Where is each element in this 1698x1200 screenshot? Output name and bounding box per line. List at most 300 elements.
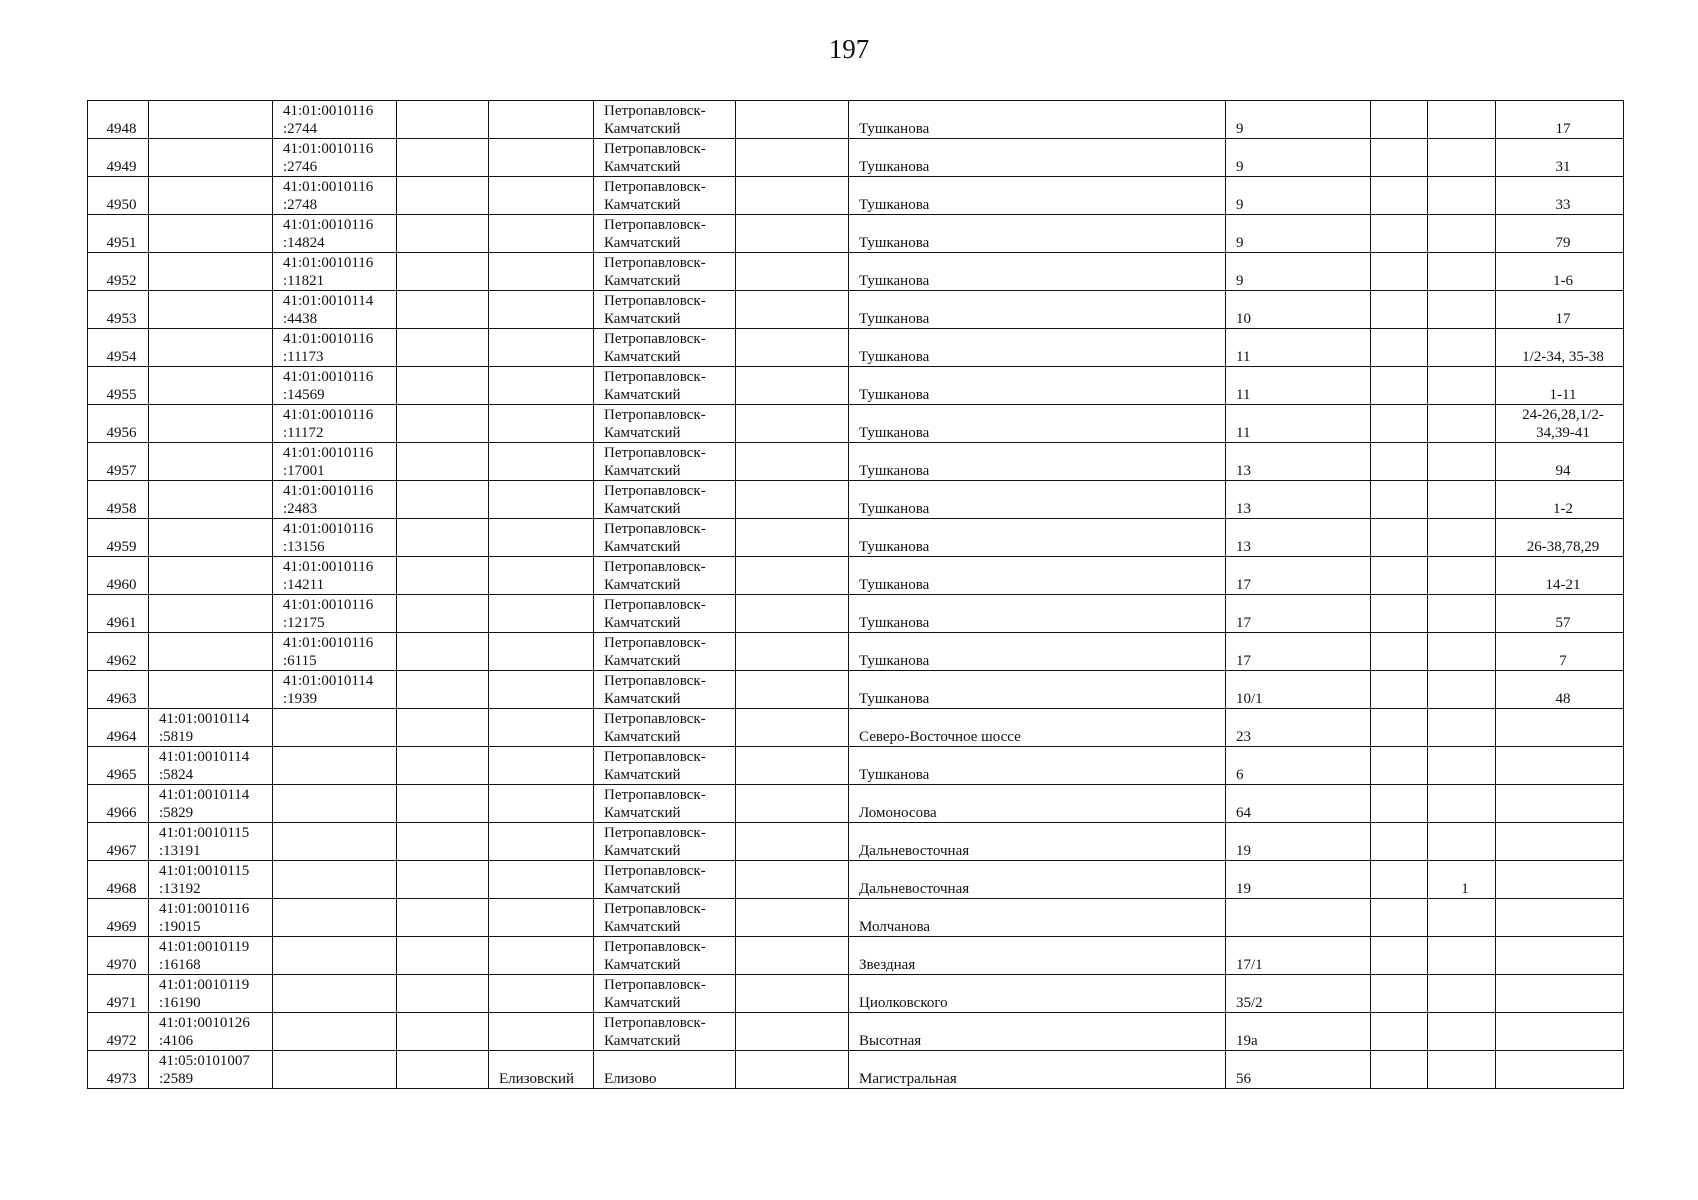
city-cell-line: Петропавловск- [604,331,706,347]
room-cell [1428,937,1496,975]
house-cell: 9 [1226,101,1371,139]
room-cell [1428,633,1496,671]
empty-cell [1371,1013,1428,1051]
apartment-cell [1496,671,1624,709]
empty-cell [397,139,489,177]
empty-cell [397,671,489,709]
empty-cell [397,861,489,899]
empty-cell [397,253,489,291]
cadastral-number-cell-line: 41:01:0010115 [159,825,250,841]
cadastral-number-2-cell-line: :17001 [283,463,325,479]
district-cell [489,709,594,747]
district-cell [489,367,594,405]
row-number-cell: 4963 [88,671,149,709]
cadastral-number-2-cell-line: 41:01:0010116 [283,445,374,461]
empty-cell [1371,747,1428,785]
house-cell: 17 [1226,595,1371,633]
city-cell-line: Камчатский [604,501,681,517]
cadastral-number-cell [149,975,273,1013]
empty-cell [736,975,849,1013]
city-cell [594,139,736,177]
district-cell [489,1013,594,1051]
room-cell [1428,823,1496,861]
district-cell [489,937,594,975]
cadastral-number-cell-line: :4106 [159,1033,194,1049]
cadastral-number-cell [149,367,273,405]
city-cell-line: Камчатский [604,387,681,403]
house-cell: 19 [1226,823,1371,861]
cadastral-number-2-cell [273,595,397,633]
empty-cell [1371,443,1428,481]
district-cell [489,253,594,291]
cadastral-number-cell [149,215,273,253]
city-cell-line: Камчатский [604,881,681,897]
cadastral-number-2-cell-line: :14569 [283,387,325,403]
empty-cell [736,101,849,139]
house-cell: 6 [1226,747,1371,785]
city-cell [594,899,736,937]
apartment-cell [1496,481,1624,519]
empty-cell [397,937,489,975]
empty-cell [1371,823,1428,861]
empty-cell [1371,215,1428,253]
empty-cell [1371,405,1428,443]
row-number-cell: 4968 [88,861,149,899]
cadastral-number-2-cell [273,291,397,329]
district-cell [489,861,594,899]
room-cell [1428,139,1496,177]
district-cell [489,443,594,481]
cadastral-number-2-cell-line: :2746 [283,159,318,175]
row-number-cell: 4949 [88,139,149,177]
empty-cell [397,443,489,481]
city-cell [594,101,736,139]
row-number-cell: 4956 [88,405,149,443]
empty-cell [1371,101,1428,139]
table-row [88,937,1624,975]
cadastral-number-cell-line: :5829 [159,805,194,821]
table-row [88,861,1624,899]
city-cell-line: Елизово [604,1071,657,1087]
apartment-cell [1496,975,1624,1013]
empty-cell [736,139,849,177]
district-cell [489,671,594,709]
room-cell [1428,215,1496,253]
apartment-cell [1496,101,1624,139]
empty-cell [736,481,849,519]
cadastral-number-cell [149,595,273,633]
cadastral-number-cell-line: 41:01:0010116 [159,901,250,917]
city-cell-line: Петропавловск- [604,825,706,841]
city-cell-line: Камчатский [604,311,681,327]
table-row [88,329,1624,367]
apartment-cell-line: 1-6 [1553,273,1573,289]
cadastral-number-2-cell [273,709,397,747]
room-cell [1428,709,1496,747]
table-row [88,899,1624,937]
empty-cell [397,709,489,747]
empty-cell [736,291,849,329]
empty-cell [1371,177,1428,215]
cadastral-number-cell [149,329,273,367]
row-number-cell: 4958 [88,481,149,519]
cadastral-number-2-cell [273,785,397,823]
apartment-cell [1496,595,1624,633]
cadastral-number-2-cell [273,975,397,1013]
page-number: 197 [828,34,870,64]
row-number-cell: 4960 [88,557,149,595]
city-cell [594,481,736,519]
table-row [88,101,1624,139]
cadastral-number-2-cell-line: :14211 [283,577,325,593]
district-cell [489,557,594,595]
room-cell [1428,557,1496,595]
city-cell [594,975,736,1013]
cadastral-number-cell [149,1051,273,1089]
house-cell: 17 [1226,633,1371,671]
cadastral-number-cell-line: 41:05:0101007 [159,1053,250,1069]
street-cell: Дальневосточная [849,861,1226,899]
cadastral-number-cell-line: :5824 [159,767,194,783]
apartment-cell [1496,1051,1624,1089]
city-cell-line: Камчатский [604,577,681,593]
empty-cell [1371,557,1428,595]
city-cell-line: Камчатский [604,349,681,365]
cadastral-number-2-cell-line: :4438 [283,311,318,327]
empty-cell [736,215,849,253]
row-number-cell: 4951 [88,215,149,253]
district-cell [489,595,594,633]
city-cell-line: Камчатский [604,653,681,669]
city-cell [594,785,736,823]
city-cell-line: Камчатский [604,197,681,213]
city-cell [594,823,736,861]
room-cell [1428,177,1496,215]
house-cell: 11 [1226,405,1371,443]
empty-cell [736,633,849,671]
cadastral-number-2-cell [273,823,397,861]
empty-cell [736,557,849,595]
cadastral-number-2-cell-line: 41:01:0010116 [283,141,374,157]
apartment-cell [1496,633,1624,671]
apartment-cell-line: 17 [1555,121,1571,137]
empty-cell [736,747,849,785]
cadastral-number-2-cell [273,557,397,595]
apartment-cell-line: 24-26,28,1/2- [1522,407,1604,423]
empty-cell [397,1051,489,1089]
city-cell-line: Петропавловск- [604,977,706,993]
row-number-cell: 4965 [88,747,149,785]
room-cell [1428,291,1496,329]
cadastral-number-cell [149,937,273,975]
empty-cell [736,177,849,215]
cadastral-number-cell [149,443,273,481]
city-cell-line: Камчатский [604,843,681,859]
district-cell [489,519,594,557]
cadastral-number-cell [149,823,273,861]
city-cell [594,633,736,671]
cadastral-number-2-cell-line: 41:01:0010116 [283,179,374,195]
cadastral-number-cell [149,899,273,937]
city-cell-line: Камчатский [604,425,681,441]
cadastral-number-2-cell [273,671,397,709]
apartment-cell-line: 31 [1555,159,1571,175]
city-cell-line: Петропавловск- [604,711,706,727]
empty-cell [1371,975,1428,1013]
city-cell [594,291,736,329]
empty-cell [1371,595,1428,633]
apartment-cell-line: 1/2-34, 35-38 [1522,349,1604,365]
cadastral-number-cell [149,671,273,709]
cadastral-number-cell-line: 41:01:0010114 [159,749,250,765]
table-row [88,785,1624,823]
cadastral-number-2-cell [273,481,397,519]
empty-cell [736,899,849,937]
street-cell: Тушканова [849,215,1226,253]
city-cell [594,671,736,709]
cadastral-number-2-cell [273,899,397,937]
cadastral-number-cell [149,177,273,215]
row-number-cell: 4957 [88,443,149,481]
empty-cell [1371,367,1428,405]
cadastral-number-2-cell [273,519,397,557]
row-number-cell: 4962 [88,633,149,671]
empty-cell [397,633,489,671]
cadastral-number-cell [149,633,273,671]
table-row [88,367,1624,405]
row-number-cell: 4950 [88,177,149,215]
empty-cell [1371,671,1428,709]
city-cell-line: Камчатский [604,615,681,631]
house-cell: 10 [1226,291,1371,329]
apartment-cell [1496,367,1624,405]
city-cell-line: Камчатский [604,159,681,175]
cadastral-number-2-cell [273,329,397,367]
table-row [88,975,1624,1013]
empty-cell [1371,481,1428,519]
city-cell-line: Петропавловск- [604,559,706,575]
empty-cell [397,329,489,367]
city-cell-line: Камчатский [604,691,681,707]
district-cell [489,177,594,215]
street-cell: Тушканова [849,633,1226,671]
row-number-cell: 4952 [88,253,149,291]
street-cell: Высотная [849,1013,1226,1051]
empty-cell [397,747,489,785]
empty-cell [1371,253,1428,291]
city-cell-line: Петропавловск- [604,103,706,119]
city-cell-line: Петропавловск- [604,141,706,157]
empty-cell [397,785,489,823]
empty-cell [736,671,849,709]
table-row [88,557,1624,595]
cadastral-number-cell [149,519,273,557]
house-cell: 13 [1226,481,1371,519]
apartment-cell [1496,405,1624,443]
room-cell [1428,747,1496,785]
cadastral-number-cell [149,1013,273,1051]
district-cell [489,823,594,861]
cadastral-number-2-cell-line: :11172 [283,425,324,441]
house-cell: 9 [1226,139,1371,177]
cadastral-number-2-cell [273,1013,397,1051]
empty-cell [736,823,849,861]
cadastral-number-cell-line: 41:01:0010126 [159,1015,250,1031]
city-cell [594,709,736,747]
district-cell [489,101,594,139]
row-number-cell: 4961 [88,595,149,633]
cadastral-number-cell [149,861,273,899]
table-row [88,139,1624,177]
city-cell [594,177,736,215]
city-cell [594,519,736,557]
district-cell [489,633,594,671]
apartment-cell-line: 79 [1555,235,1571,251]
room-cell [1428,329,1496,367]
empty-cell [736,937,849,975]
apartment-cell-line: 7 [1559,653,1567,669]
house-cell: 11 [1226,329,1371,367]
house-cell: 64 [1226,785,1371,823]
cadastral-number-cell-line: 41:01:0010119 [159,939,250,955]
city-cell-line: Петропавловск- [604,901,706,917]
city-cell [594,405,736,443]
apartment-cell [1496,557,1624,595]
cadastral-number-cell [149,405,273,443]
empty-cell [736,329,849,367]
row-number-cell: 4972 [88,1013,149,1051]
cadastral-number-2-cell-line: :2748 [283,197,318,213]
city-cell-line: Камчатский [604,235,681,251]
apartment-cell-line: 57 [1555,615,1571,631]
city-cell-line: Камчатский [604,995,681,1011]
table-row [88,177,1624,215]
house-cell: 10/1 [1226,671,1371,709]
room-cell [1428,671,1496,709]
cadastral-number-2-cell-line: :2483 [283,501,318,517]
city-cell-line: Петропавловск- [604,483,706,499]
apartment-cell-line: 1-11 [1549,387,1577,403]
empty-cell [397,291,489,329]
city-cell-line: Камчатский [604,273,681,289]
city-cell-line: Камчатский [604,1033,681,1049]
house-cell: 9 [1226,215,1371,253]
empty-cell [736,367,849,405]
cadastral-number-2-cell-line: 41:01:0010116 [283,369,374,385]
table-row [88,443,1624,481]
apartment-cell [1496,253,1624,291]
table-row [88,747,1624,785]
cadastral-number-cell [149,557,273,595]
registry-body [88,101,1624,1089]
city-cell-line: Петропавловск- [604,217,706,233]
cadastral-number-2-cell-line: 41:01:0010116 [283,483,374,499]
street-cell: Дальневосточная [849,823,1226,861]
district-cell [489,405,594,443]
empty-cell [397,215,489,253]
street-cell: Тушканова [849,253,1226,291]
city-cell-line: Камчатский [604,121,681,137]
empty-cell [1371,709,1428,747]
district-cell [489,481,594,519]
street-cell: Тушканова [849,671,1226,709]
street-cell: Звездная [849,937,1226,975]
apartment-cell [1496,823,1624,861]
house-cell: 11 [1226,367,1371,405]
apartment-cell [1496,139,1624,177]
row-number-cell: 4971 [88,975,149,1013]
empty-cell [1371,519,1428,557]
apartment-cell [1496,519,1624,557]
city-cell-line: Петропавловск- [604,787,706,803]
row-number-cell: 4948 [88,101,149,139]
house-cell: 9 [1226,177,1371,215]
empty-cell [1371,937,1428,975]
cadastral-number-2-cell-line: 41:01:0010116 [283,597,374,613]
cadastral-number-2-cell-line: 41:01:0010114 [283,673,374,689]
empty-cell [736,861,849,899]
cadastral-number-cell-line: 41:01:0010114 [159,787,250,803]
city-cell-line: Петропавловск- [604,445,706,461]
city-cell-line: Петропавловск- [604,1015,706,1031]
street-cell: Тушканова [849,291,1226,329]
apartment-cell-line: 26-38,78,29 [1526,539,1600,555]
row-number-cell: 4955 [88,367,149,405]
city-cell [594,367,736,405]
street-cell: Циолковского [849,975,1226,1013]
apartment-cell [1496,937,1624,975]
table-row [88,1013,1624,1051]
room-cell [1428,1013,1496,1051]
district-cell [489,215,594,253]
city-cell-line: Петропавловск- [604,407,706,423]
row-number-cell: 4970 [88,937,149,975]
room-cell [1428,595,1496,633]
apartment-cell-line: 33 [1555,197,1571,213]
city-cell [594,1051,736,1089]
cadastral-number-2-cell [273,633,397,671]
apartment-cell [1496,785,1624,823]
cadastral-number-cell [149,481,273,519]
city-cell-line: Петропавловск- [604,293,706,309]
street-cell: Тушканова [849,139,1226,177]
cadastral-number-cell [149,139,273,177]
empty-cell [397,101,489,139]
cadastral-number-cell [149,291,273,329]
cadastral-number-cell-line: :5819 [159,729,194,745]
row-number-cell: 4973 [88,1051,149,1089]
apartment-cell [1496,899,1624,937]
city-cell [594,329,736,367]
empty-cell [1371,899,1428,937]
empty-cell [736,1013,849,1051]
row-number-cell: 4964 [88,709,149,747]
empty-cell [397,899,489,937]
empty-cell [397,823,489,861]
empty-cell [397,519,489,557]
row-number-cell: 4953 [88,291,149,329]
empty-cell [397,177,489,215]
district-cell: Елизовский [489,1051,594,1089]
empty-cell [397,367,489,405]
table-row [88,519,1624,557]
empty-cell [736,1051,849,1089]
house-cell: 35/2 [1226,975,1371,1013]
cadastral-number-2-cell-line: 41:01:0010116 [283,331,374,347]
cadastral-number-2-cell [273,139,397,177]
city-cell-line: Камчатский [604,957,681,973]
empty-cell [736,709,849,747]
